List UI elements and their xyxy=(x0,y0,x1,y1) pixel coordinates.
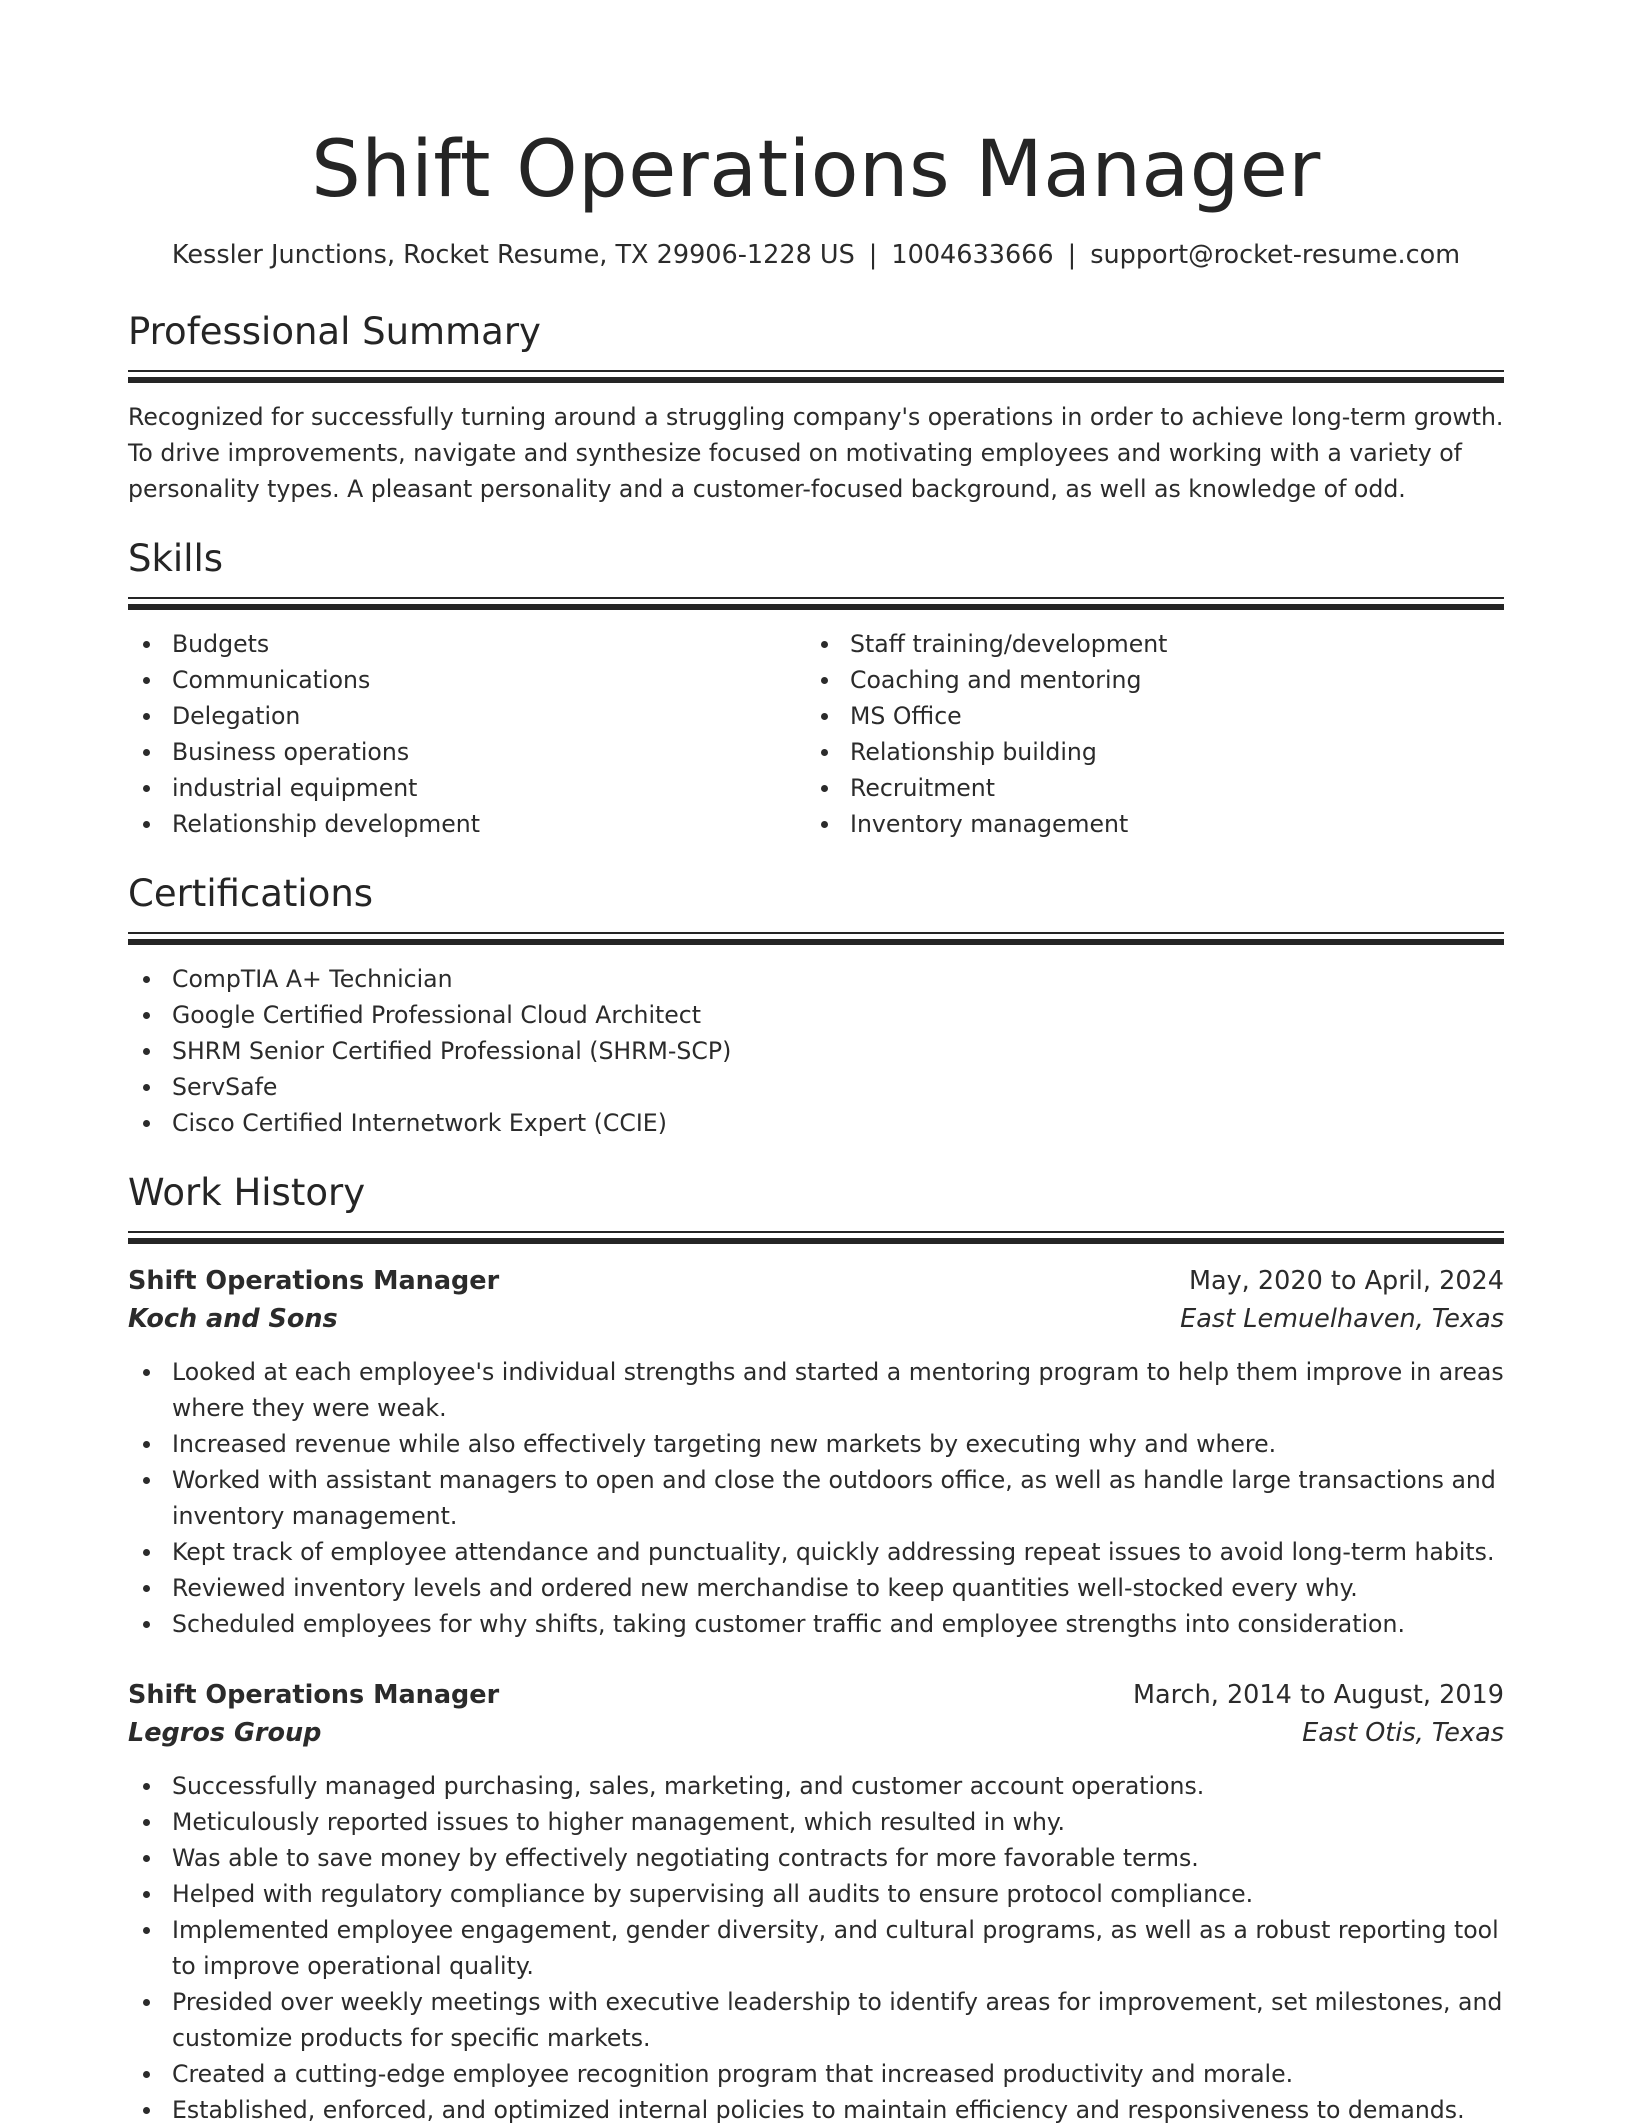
skill-item: Recruitment xyxy=(806,770,1484,806)
job-bullet: Successfully managed purchasing, sales, marketing, and customer account operations. xyxy=(128,1768,1504,1804)
job-bullet: Reviewed inventory levels and ordered new merchandise to keep quantities well-stocked every why. xyxy=(128,1570,1504,1606)
job-title: Shift Operations Manager xyxy=(128,1266,500,1296)
contact-line xyxy=(128,238,1504,272)
skill-item: Staff training/development xyxy=(806,626,1484,662)
job-company: Koch and Sons xyxy=(128,1304,338,1334)
job-bullet: Was able to save money by effectively negotiating contracts for more favorable terms. xyxy=(128,1840,1504,1876)
job-location: East Otis, Texas xyxy=(1302,1718,1504,1748)
job-company-row xyxy=(128,1300,1504,1338)
contact-email[interactable]: support@rocket-resume.com xyxy=(1090,240,1461,270)
job-bullet-list xyxy=(128,1354,1504,1642)
job-dates: May, 2020 to April, 2024 xyxy=(1188,1266,1504,1296)
job-bullet: Presided over weekly meetings with executive leadership to identify areas for improvement, set milestones, and customize products for specific markets. xyxy=(128,1984,1504,2056)
summary-text: Recognized for successfully turning around a struggling company's operations in order to achieve long-term growth. To drive improvements, navigate and synthesize focused on motivating employees and working with a variety of personality types. A pleasant personality and a customer-focused background, as well as knowledge of odd. xyxy=(128,403,1504,503)
job-bullet: Kept track of employee attendance and punctuality, quickly addressing repeat issues to avoid long-term habits. xyxy=(128,1534,1504,1570)
job-header-row xyxy=(128,1676,1504,1714)
certification-item: CompTIA A+ Technician xyxy=(128,961,1504,997)
job-bullet: Created a cutting-edge employee recognition program that increased productivity and morale. xyxy=(128,2056,1504,2092)
job-bullet-list xyxy=(128,1768,1504,2128)
job-location: East Lemuelhaven, Texas xyxy=(1180,1304,1504,1334)
section-divider xyxy=(128,597,1504,610)
job-bullet: Helped with regulatory compliance by supervising all audits to ensure protocol compliance. xyxy=(128,1876,1504,1912)
skill-item: Relationship development xyxy=(128,806,806,842)
job-bullet: Implemented employee engagement, gender diversity, and cultural programs, as well as a robust reporting tool to improve operational quality. xyxy=(128,1912,1504,1984)
section-divider xyxy=(128,1231,1504,1244)
work-history-section xyxy=(128,1169,1504,2128)
job-dates: March, 2014 to August, 2019 xyxy=(1133,1680,1504,1710)
job-company: Legros Group xyxy=(128,1718,322,1748)
certification-item: SHRM Senior Certified Professional (SHRM-SCP) xyxy=(128,1033,1504,1069)
job-header-row xyxy=(128,1262,1504,1300)
summary-section xyxy=(128,308,1504,507)
certification-item: Cisco Certified Internetwork Expert (CCIE) xyxy=(128,1105,1504,1141)
contact-separator: | xyxy=(1067,240,1077,270)
certification-item: Google Certified Professional Cloud Architect xyxy=(128,997,1504,1033)
certification-item: ServSafe xyxy=(128,1069,1504,1105)
skill-item: Relationship building xyxy=(806,734,1484,770)
section-divider xyxy=(128,370,1504,383)
skills-column-right xyxy=(806,626,1484,842)
job-title: Shift Operations Manager xyxy=(128,1680,500,1710)
skill-item: Budgets xyxy=(128,626,806,662)
skills-section xyxy=(128,535,1504,842)
skills-heading: Skills xyxy=(128,537,224,580)
contact-phone: 1004633666 xyxy=(891,240,1054,270)
skill-item: Business operations xyxy=(128,734,806,770)
skill-item: Coaching and mentoring xyxy=(806,662,1484,698)
summary-heading: Professional Summary xyxy=(128,310,541,353)
skill-item: industrial equipment xyxy=(128,770,806,806)
job-bullet: Looked at each employee's individual strengths and started a mentoring program to help them improve in areas where they were weak. xyxy=(128,1354,1504,1426)
job-bullet: Increased revenue while also effectively targeting new markets by executing why and where. xyxy=(128,1426,1504,1462)
skills-column-left xyxy=(128,626,806,842)
certifications-heading: Certifications xyxy=(128,872,374,915)
job-bullet: Worked with assistant managers to open and close the outdoors office, as well as handle large transactions and inventory management. xyxy=(128,1462,1504,1534)
job-entry xyxy=(128,1262,1504,1642)
job-company-row xyxy=(128,1714,1504,1752)
skill-item: MS Office xyxy=(806,698,1484,734)
job-bullet: Meticulously reported issues to higher management, which resulted in why. xyxy=(128,1804,1504,1840)
skills-grid xyxy=(128,626,1504,842)
resume-page xyxy=(128,0,1504,2128)
certifications-section xyxy=(128,870,1504,1141)
certifications-list xyxy=(128,961,1504,1141)
contact-address: Kessler Junctions, Rocket Resume, TX 29906-1228 US xyxy=(171,240,855,270)
resume-name: Shift Operations Manager xyxy=(311,125,1321,215)
section-divider xyxy=(128,932,1504,945)
job-bullet: Scheduled employees for why shifts, taking customer traffic and employee strengths into consideration. xyxy=(128,1606,1504,1642)
skill-item: Inventory management xyxy=(806,806,1484,842)
contact-separator: | xyxy=(868,240,878,270)
skill-item: Communications xyxy=(128,662,806,698)
job-bullet: Established, enforced, and optimized internal policies to maintain efficiency and responsiveness to demands. xyxy=(128,2092,1504,2128)
work-history-heading: Work History xyxy=(128,1171,366,1214)
job-entry xyxy=(128,1676,1504,2128)
skill-item: Delegation xyxy=(128,698,806,734)
